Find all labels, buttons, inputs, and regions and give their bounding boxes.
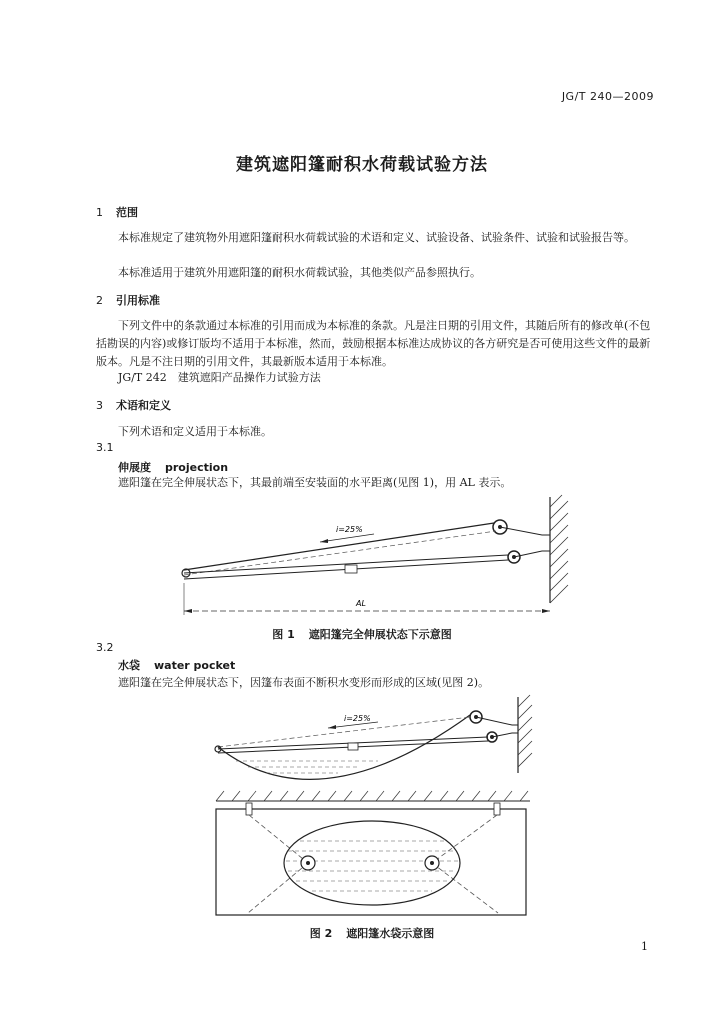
section-number: 3 [96, 399, 103, 412]
figure-caption-text: 遮阳篷水袋示意图 [346, 927, 435, 940]
term-number: 3.1 [96, 441, 114, 454]
section-title: 引用标准 [116, 294, 160, 307]
term-en: projection [165, 461, 229, 474]
page-number: 1 [641, 940, 648, 953]
paragraph: 下列术语和定义适用于本标准。 [118, 425, 272, 438]
paragraph: 下列文件中的条款通过本标准的引用而成为本标准的条款。凡是注日期的引用文件，其随后所有的修改单(不包括勘误的内容)或修订版均不适用于本标准，然而，鼓励根据本标准达成协议的各方研究是否可使用这些文件的最新版本。凡是不注日期的引用文件，其最新版本适用于本标准。 [96, 319, 651, 368]
figure-1-caption [0, 626, 724, 642]
paragraph: 本标准适用于建筑外用遮阳篷的耐积水荷载试验，其他类似产品参照执行。 [118, 266, 481, 279]
figure-label: 图 2 [309, 927, 333, 940]
term-definition: 遮阳篷在完全伸展状态下，其最前端至安装面的水平距离(见图 1)，用 AL 表示。 [118, 476, 512, 489]
section-2-heading [96, 292, 160, 308]
section-title: 范围 [116, 206, 138, 219]
term-title [118, 657, 235, 673]
reference-item: JG/T 242 建筑遮阳产品操作力试验方法 [118, 371, 321, 384]
term-zh: 伸展度 [118, 461, 151, 474]
slope-label: i=25% [344, 714, 371, 723]
section-title: 术语和定义 [116, 399, 171, 412]
section-3-heading [96, 397, 171, 413]
section-number: 2 [96, 294, 103, 307]
page-title: 建筑遮阳篷耐积水荷载试验方法 [236, 155, 488, 175]
figure-1-diagram [170, 495, 580, 617]
term-definition: 遮阳篷在完全伸展状态下，因篷布表面不断积水变形而形成的区域(见图 2)。 [118, 676, 490, 689]
paragraph: 本标准规定了建筑物外用遮阳篷耐积水荷载试验的术语和定义、试验设备、试验条件、试验和试验报告等。 [118, 231, 635, 244]
term-en: water pocket [154, 659, 236, 672]
figure-2-diagram [208, 695, 538, 923]
term-number: 3.2 [96, 641, 114, 654]
figure-2-caption [0, 925, 724, 941]
term-title [118, 459, 228, 475]
figure-label: 图 1 [272, 628, 295, 641]
slope-label: i=25% [336, 525, 363, 534]
term-zh: 水袋 [118, 659, 140, 672]
figure-caption-text: 遮阳篷完全伸展状态下示意图 [308, 628, 452, 641]
section-1-heading [96, 204, 138, 220]
dimension-label: AL [356, 599, 366, 608]
section-number: 1 [96, 206, 103, 219]
document-code: JG/T 240—2009 [561, 90, 654, 103]
